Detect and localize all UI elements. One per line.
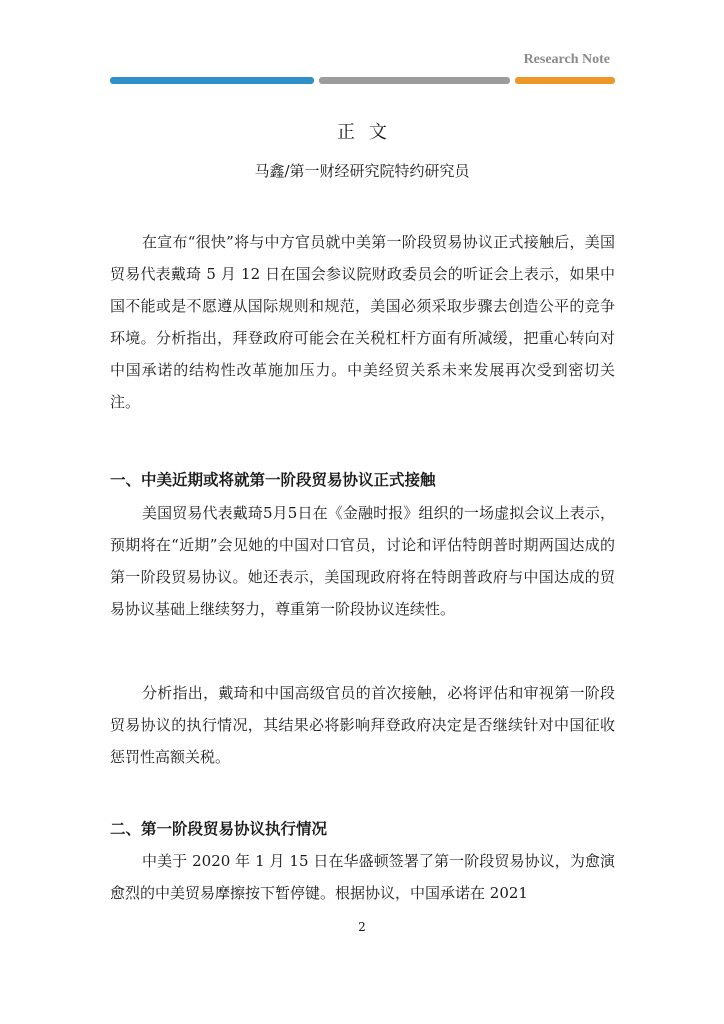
header-bar-blue bbox=[110, 77, 314, 84]
section-1-paragraph-2: 分析指出，戴琦和中国高级官员的首次接触，必将评估和审视第一阶段贸易协议的执行情况，其结果必将影响拜登政府决定是否继续针对中国征收惩罚性高额关税。 bbox=[110, 684, 615, 766]
page-number: 2 bbox=[358, 920, 366, 934]
author-line: 马鑫/第一财经研究院特约研究员 bbox=[254, 162, 470, 180]
section-1-heading: 一、中美近期或将就第一阶段贸易协议正式接触 bbox=[110, 470, 436, 489]
page-title: 正文 bbox=[337, 122, 401, 143]
research-note-label: Research Note bbox=[523, 52, 610, 67]
section-2-paragraph-1: 中美于 2020 年 1 月 15 日在华盛顿签署了第一阶段贸易协议，为愈演愈烈的中美贸易摩擦按下暂停键。根据协议，中国承诺在 2021 bbox=[110, 852, 615, 902]
intro-paragraph: 在宣布“很快”将与中方官员就中美第一阶段贸易协议正式接触后，美国贸易代表戴琦 5 月 12 日在国会参议院财政委员会的听证会上表示，如果中国不能或是不愿遵从国际规则和规范，美国必须采取步骤去创造公平的竞争环境。分析指出，拜登政府可能会在关税杠杆方面有所减缓，把重心转向对中国承诺的结构性改革施加压力。中美经贸关系未来发展再次受到密切关注。 bbox=[110, 233, 615, 411]
header-bar-orange bbox=[515, 77, 615, 84]
section-2-heading: 二、第一阶段贸易协议执行情况 bbox=[110, 819, 328, 838]
section-1-paragraph-1: 美国贸易代表戴琦5月5日在《金融时报》组织的一场虚拟会议上表示，预期将在“近期”会见她的中国对口官员，讨论和评估特朗普时期两国达成的第一阶段贸易协议。她还表示，美国现政府将在特朗普政府与中国达成的贸易协议基础上继续努力，尊重第一阶段协议连续性。 bbox=[110, 504, 615, 618]
header-bar-gray bbox=[319, 77, 510, 84]
